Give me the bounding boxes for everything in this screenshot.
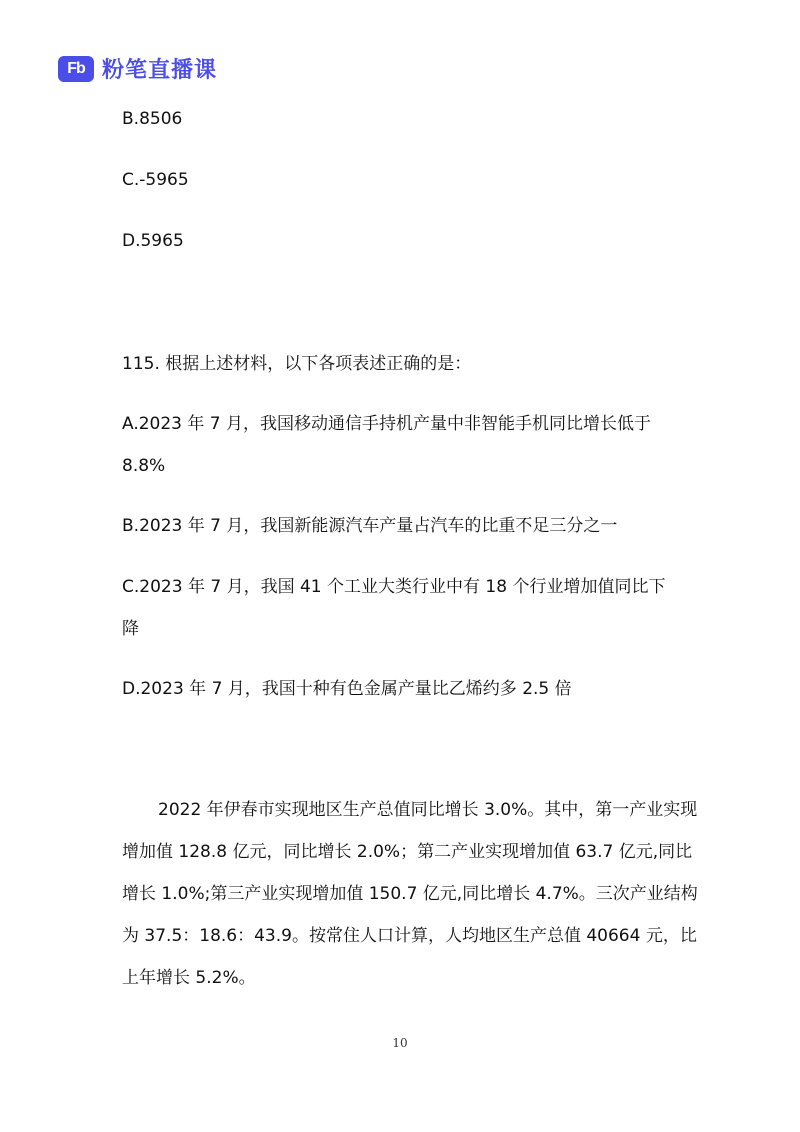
brand-name: 粉笔直播课 [102,58,218,83]
option-c-line1: C.2023 年 7 月，我国 41 个工业大类行业中有 18 个行业增加值同比下 [122,577,666,597]
option-a-line1: A.2023 年 7 月，我国移动通信手持机产量中非智能手机同比增长低于 [122,414,652,434]
prev-option-c: C.-5965 [122,170,189,190]
prev-option-d: D.5965 [122,231,184,251]
option-b: B.2023 年 7 月，我国新能源汽车产量占汽车的比重不足三分之一 [122,516,618,536]
option-d: D.2023 年 7 月，我国十种有色金属产量比乙烯约多 2.5 倍 [122,679,572,699]
material-text: 2022 年伊春市实现地区生产总值同比增长 3.0%。其中，第一产业实现增加值 128.8 亿元，同比增长 2.0%；第二产业实现增加值 63.7 亿元,同比增长 1.0%;第三产业实现增加值 150.7 亿元,同比增长 4.7%。三次产业结构为 37.5：18.6：43.9。按常住人口计算，人均地区生产总值 40664 元，比上年增长 5.2%。 [122,800,698,988]
brand-logo [58,53,217,84]
prev-option-b: B.8506 [122,109,183,129]
option-a-line2: 8.8% [122,456,166,476]
fenbi-logo-icon: Fb [58,56,94,82]
option-c-line2: 降 [122,619,139,639]
material-paragraph [122,789,702,999]
page-number: 10 [392,1036,408,1050]
question-stem: 115. 根据上述材料，以下各项表述正确的是： [122,354,472,374]
